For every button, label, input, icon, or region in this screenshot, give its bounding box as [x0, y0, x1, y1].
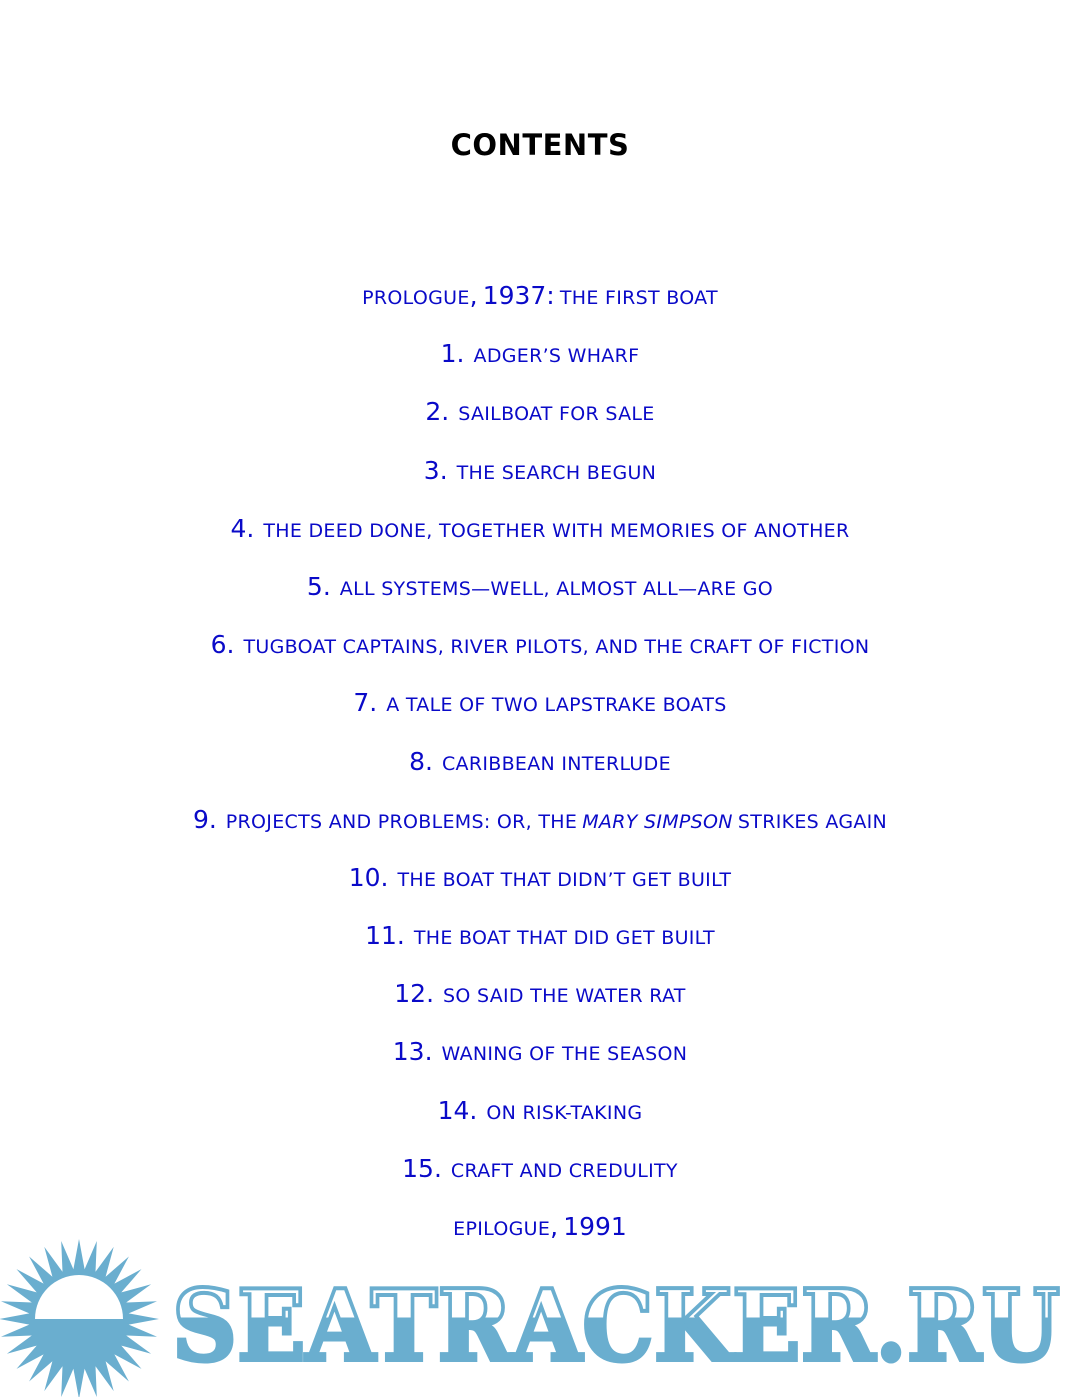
toc-entry	[0, 390, 1080, 448]
table-of-contents	[0, 274, 1080, 1263]
chapter-number: 10.	[348, 862, 389, 892]
toc-entry	[0, 565, 1080, 623]
toc-link-chapter-3[interactable]	[423, 455, 657, 485]
epilogue-comma: ,	[550, 1212, 559, 1241]
toc-link-chapter-1[interactable]	[440, 339, 640, 369]
chapter-number: 15.	[402, 1153, 442, 1183]
toc-entry-prologue	[0, 274, 1080, 332]
chapter-title: PROJECTS AND PROBLEMS: OR, THE	[225, 810, 578, 833]
chapter-title: ADGER’S WHARF	[473, 345, 640, 368]
toc-entry	[0, 1030, 1080, 1088]
toc-link-chapter-7[interactable]	[353, 688, 727, 718]
toc-link-chapter-15[interactable]	[402, 1153, 678, 1183]
chapter-number: 11.	[365, 921, 405, 951]
chapter-number: 13.	[392, 1037, 433, 1067]
toc-link-chapter-14[interactable]	[437, 1095, 643, 1125]
toc-entry	[0, 740, 1080, 798]
prologue-title: THE FIRST BOAT	[559, 287, 718, 309]
toc-entry	[0, 507, 1080, 565]
contents-heading: CONTENTS	[450, 128, 630, 162]
toc-entry	[0, 914, 1080, 972]
epilogue-year: 1991	[563, 1212, 627, 1241]
chapter-title: SO SAID THE WATER RAT	[443, 985, 686, 1008]
toc-link-chapter-10[interactable]	[348, 862, 732, 892]
toc-entry	[0, 681, 1080, 739]
chapter-title: CRAFT AND CREDULITY	[450, 1159, 678, 1182]
toc-link-prologue[interactable]	[362, 281, 718, 310]
prologue-comma: ,	[469, 281, 478, 310]
toc-entry	[0, 798, 1080, 856]
chapter-title-italic: MARY SIMPSON	[582, 810, 733, 833]
prologue-word: PROLOGUE	[362, 287, 470, 309]
watermark-logo	[0, 1238, 1080, 1397]
toc-link-epilogue[interactable]	[453, 1212, 627, 1241]
chapter-title: THE SEARCH BEGUN	[456, 461, 657, 484]
toc-entry	[0, 1147, 1080, 1205]
chapter-title: ON RISK-TAKING	[486, 1101, 643, 1124]
chapter-title: CARIBBEAN INTERLUDE	[441, 752, 671, 775]
toc-link-chapter-4[interactable]	[230, 513, 850, 543]
chapter-number: 2.	[425, 397, 450, 427]
toc-link-chapter-6[interactable]	[210, 630, 870, 660]
chapter-title: THE BOAT THAT DID GET BUILT	[413, 927, 715, 950]
chapter-number: 7.	[353, 688, 378, 718]
chapter-title: ALL SYSTEMS—WELL, ALMOST ALL—ARE GO	[339, 577, 774, 600]
chapter-number: 9.	[192, 804, 217, 834]
chapter-number: 8.	[409, 746, 433, 776]
toc-entry	[0, 972, 1080, 1030]
chapter-title: TUGBOAT CAPTAINS, RIVER PILOTS, AND THE CRAFT OF FICTION	[243, 636, 870, 659]
chapter-title: A TALE OF TWO LAPSTRAKE BOATS	[386, 694, 727, 717]
toc-link-chapter-11[interactable]	[365, 921, 715, 951]
toc-link-chapter-13[interactable]	[392, 1037, 688, 1067]
chapter-number: 14.	[437, 1095, 478, 1125]
watermark-text: SEATRACKER.RU	[172, 1269, 1060, 1384]
chapter-number: 3.	[423, 455, 448, 485]
chapter-title: THE DEED DONE, TOGETHER WITH MEMORIES OF ANOTHER	[263, 519, 850, 542]
sun-icon	[0, 1239, 159, 1397]
toc-entry	[0, 623, 1080, 681]
chapter-number: 6.	[210, 630, 235, 660]
chapter-number: 12.	[394, 979, 435, 1009]
epilogue-word: EPILOGUE	[453, 1218, 551, 1240]
chapter-title: THE BOAT THAT DIDN’T GET BUILT	[397, 868, 732, 891]
toc-entry	[0, 449, 1080, 507]
toc-link-chapter-8[interactable]	[409, 746, 671, 776]
chapter-title: SAILBOAT FOR SALE	[458, 403, 655, 426]
chapter-title: WANING OF THE SEASON	[441, 1043, 688, 1066]
prologue-year: 1937:	[482, 281, 555, 310]
toc-entry	[0, 332, 1080, 390]
toc-entry	[0, 1089, 1080, 1147]
toc-entry	[0, 856, 1080, 914]
toc-link-chapter-2[interactable]	[425, 397, 655, 427]
chapter-number: 5.	[306, 571, 331, 601]
chapter-number: 4.	[230, 513, 255, 543]
toc-link-chapter-5[interactable]	[306, 571, 774, 601]
chapter-title-rest: STRIKES AGAIN	[737, 810, 888, 833]
chapter-number: 1.	[440, 339, 465, 369]
toc-link-chapter-9[interactable]	[192, 804, 888, 834]
toc-link-chapter-12[interactable]	[394, 979, 686, 1009]
